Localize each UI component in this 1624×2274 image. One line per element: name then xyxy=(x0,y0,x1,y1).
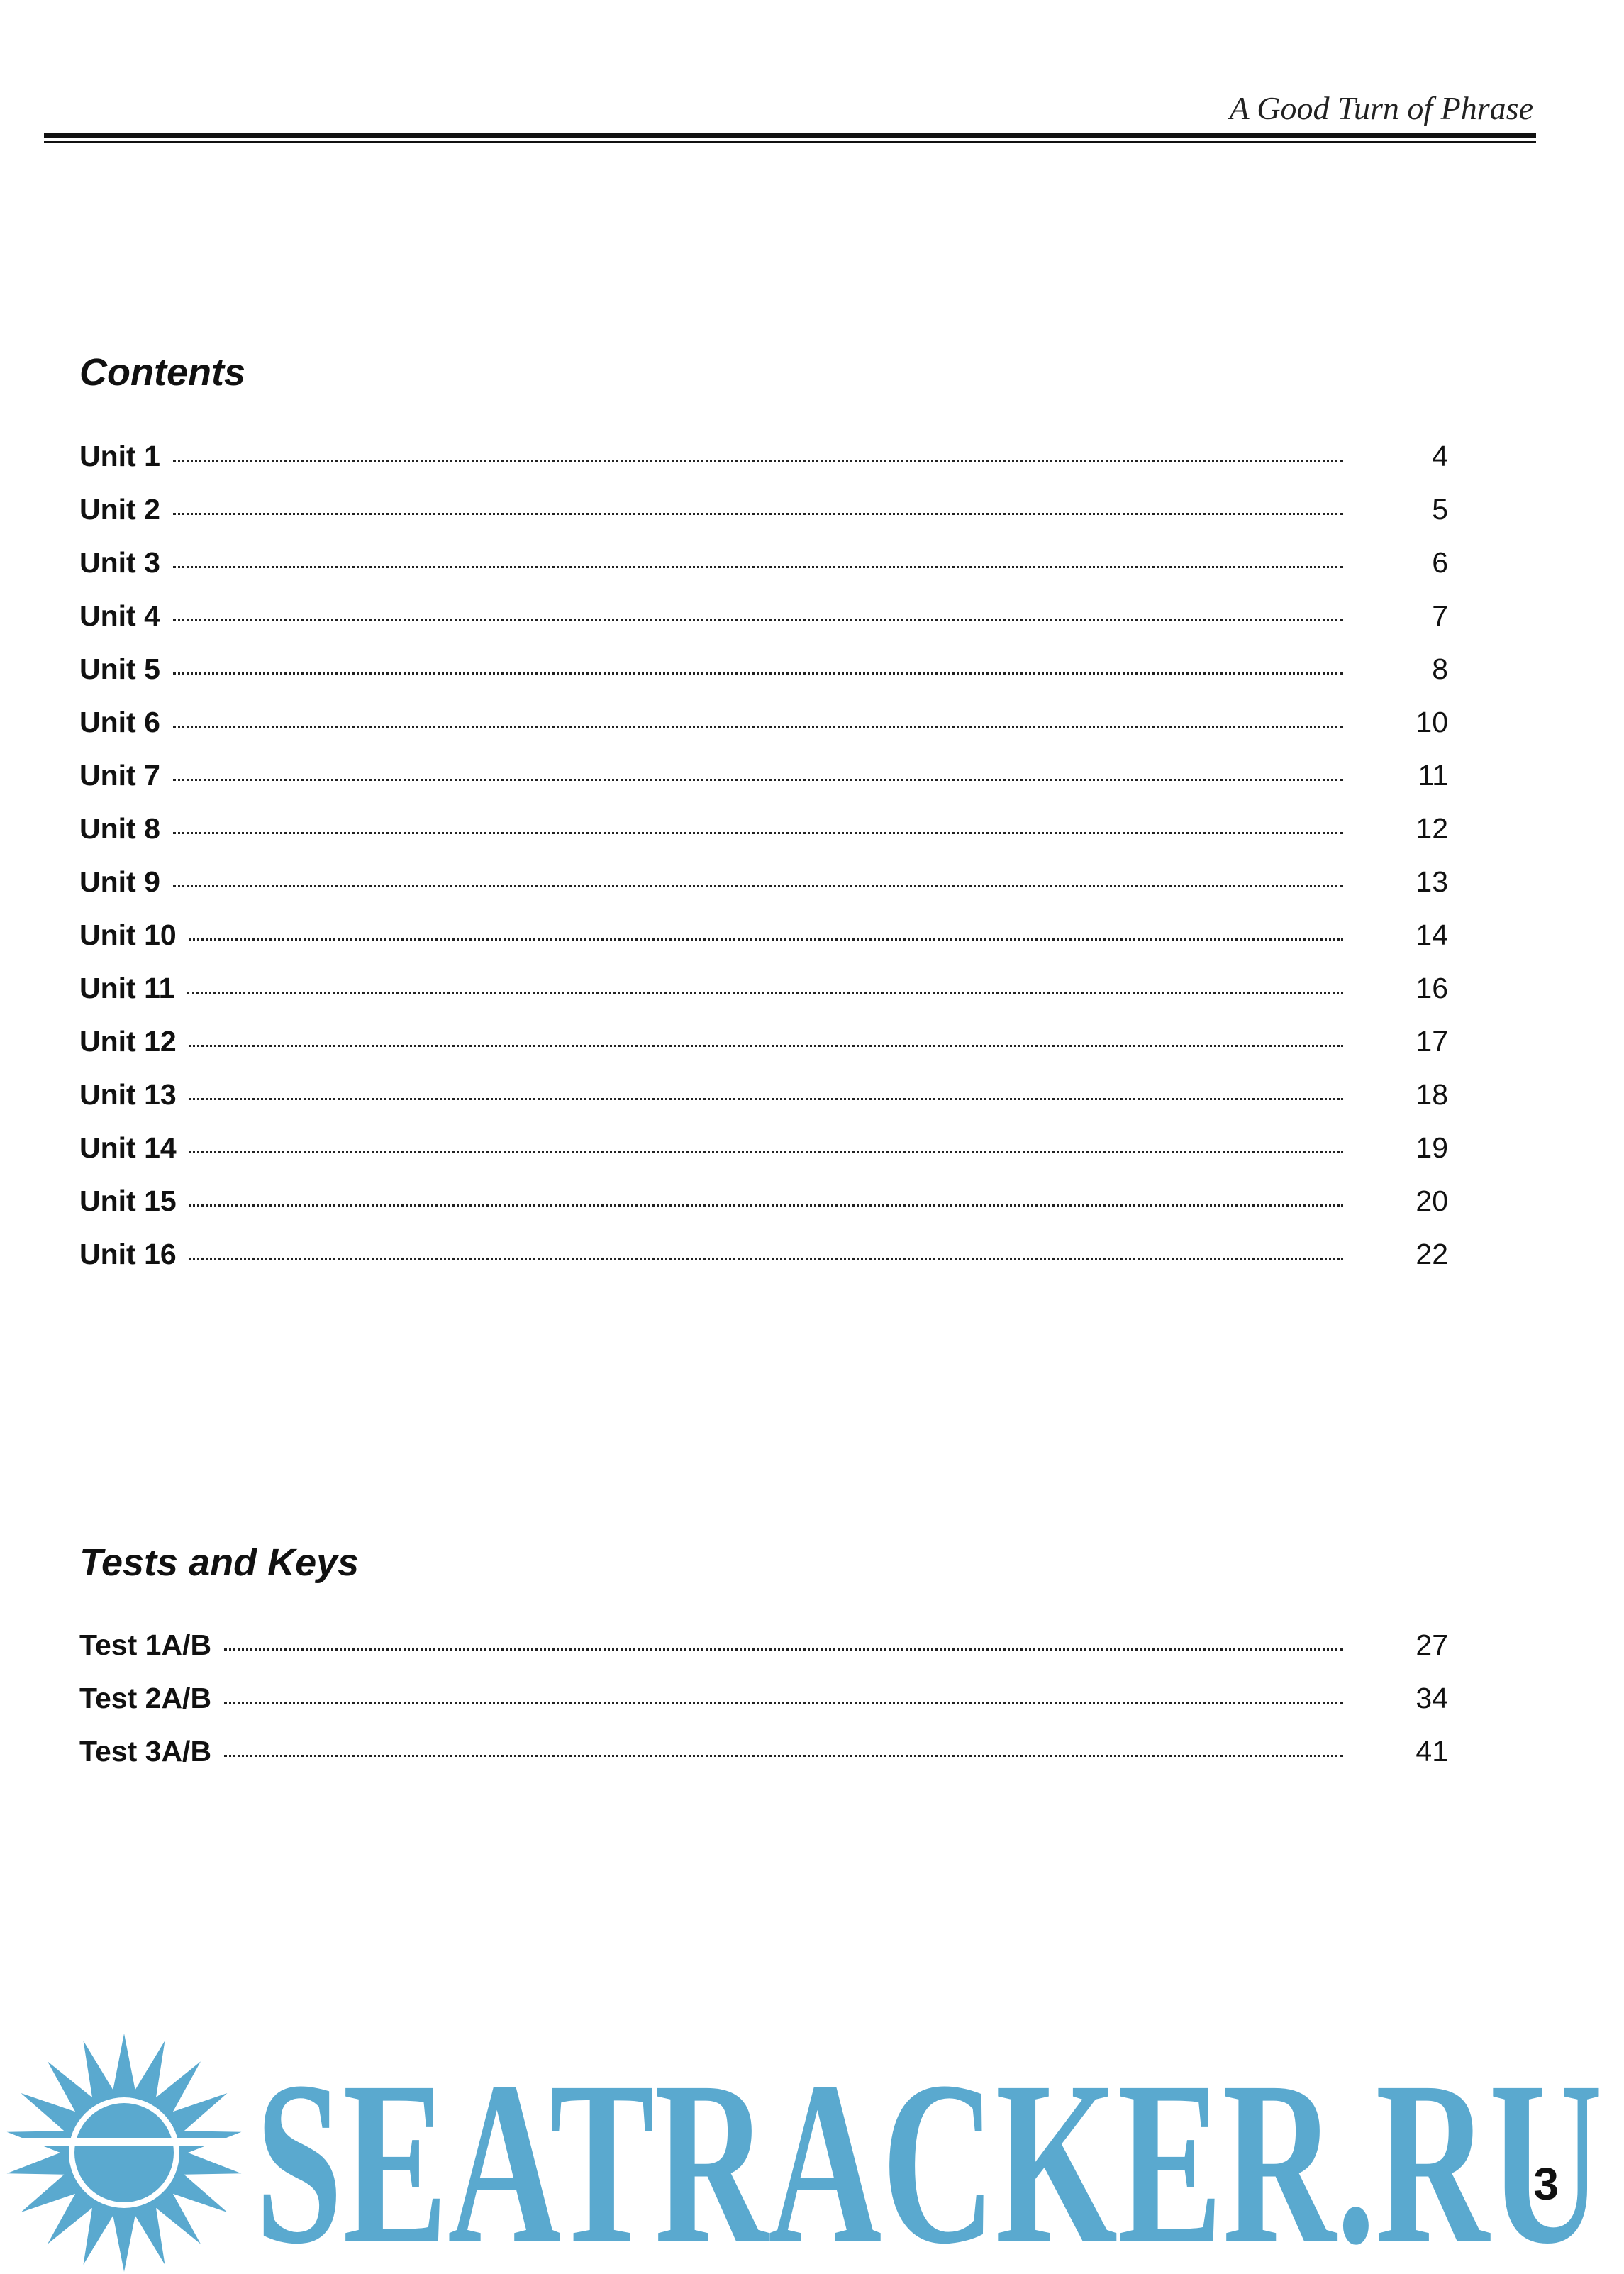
toc-entry-label: Unit 2 xyxy=(79,493,160,526)
toc-entry xyxy=(79,493,1448,546)
toc-entry-label: Test 3A/B xyxy=(79,1735,212,1768)
toc-entry xyxy=(79,599,1448,653)
dot-leader xyxy=(173,460,1343,462)
toc-entry-label: Unit 6 xyxy=(79,706,160,738)
toc-entry xyxy=(79,1078,1448,1131)
dot-leader xyxy=(189,1204,1343,1207)
toc-entry-page: 17 xyxy=(1416,1025,1448,1058)
toc-entry-page: 6 xyxy=(1432,546,1448,579)
toc-entry xyxy=(79,812,1448,865)
toc-entry xyxy=(79,865,1448,919)
toc-entry-label: Test 1A/B xyxy=(79,1629,212,1661)
toc-entry-label: Unit 13 xyxy=(79,1078,177,1111)
dot-leader xyxy=(173,672,1343,675)
toc-entry xyxy=(79,1682,1448,1735)
dot-leader xyxy=(189,938,1343,941)
toc-entry-page: 4 xyxy=(1432,440,1448,472)
toc-entry-label: Unit 12 xyxy=(79,1025,177,1058)
dot-leader xyxy=(187,992,1343,994)
toc-entry-label: Unit 10 xyxy=(79,919,177,951)
toc-entry xyxy=(79,1025,1448,1078)
toc-entry-label: Unit 9 xyxy=(79,865,160,898)
toc-entry xyxy=(79,546,1448,599)
toc-entry-label: Unit 4 xyxy=(79,599,160,632)
dot-leader xyxy=(189,1151,1343,1153)
toc-entry xyxy=(79,1238,1448,1291)
toc-entry-label: Unit 16 xyxy=(79,1238,177,1270)
dot-leader xyxy=(224,1755,1343,1757)
toc-entry-page: 20 xyxy=(1416,1185,1448,1217)
contents-list xyxy=(79,440,1448,1291)
toc-entry-page: 22 xyxy=(1416,1238,1448,1270)
dot-leader xyxy=(173,779,1343,781)
dot-leader xyxy=(189,1045,1343,1047)
toc-entry-page: 41 xyxy=(1416,1735,1448,1768)
watermark-text: SEATRACKER.RU xyxy=(255,2034,1603,2274)
toc-entry-page: 11 xyxy=(1418,759,1448,792)
toc-entry-page: 14 xyxy=(1416,919,1448,951)
page-number: 3 xyxy=(1533,2158,1559,2209)
toc-entry-label: Unit 7 xyxy=(79,759,160,792)
toc-entry xyxy=(79,440,1448,493)
toc-entry-page: 8 xyxy=(1432,653,1448,685)
toc-entry xyxy=(79,972,1448,1025)
toc-entry-label: Unit 15 xyxy=(79,1185,177,1217)
dot-leader xyxy=(224,1702,1343,1704)
sun-icon xyxy=(7,2034,242,2272)
dot-leader xyxy=(173,513,1343,515)
header-rule-thick xyxy=(44,133,1536,138)
toc-entry xyxy=(79,919,1448,972)
toc-entry-label: Unit 5 xyxy=(79,653,160,685)
toc-entry xyxy=(79,706,1448,759)
toc-entry-page: 18 xyxy=(1416,1078,1448,1111)
toc-entry-page: 10 xyxy=(1416,706,1448,738)
toc-entry xyxy=(79,1735,1448,1788)
toc-entry-page: 7 xyxy=(1432,599,1448,632)
tests-list xyxy=(79,1629,1448,1788)
sun-core xyxy=(74,2103,174,2202)
toc-entry-page: 34 xyxy=(1416,1682,1448,1714)
dot-leader xyxy=(189,1258,1343,1260)
tests-heading: Tests and Keys xyxy=(79,1541,360,1584)
toc-entry-page: 5 xyxy=(1432,493,1448,526)
watermark-logo xyxy=(0,2029,1624,2274)
toc-entry-label: Unit 11 xyxy=(79,972,175,1004)
toc-entry-page: 16 xyxy=(1416,972,1448,1004)
toc-entry xyxy=(79,653,1448,706)
toc-entry-label: Unit 1 xyxy=(79,440,160,472)
dot-leader xyxy=(224,1648,1343,1651)
dot-leader xyxy=(173,566,1343,568)
book-title: A Good Turn of Phrase xyxy=(1229,90,1533,126)
toc-entry xyxy=(79,1131,1448,1185)
dot-leader xyxy=(173,726,1343,728)
toc-entry-page: 19 xyxy=(1416,1131,1448,1164)
dot-leader xyxy=(173,885,1343,887)
header-rule-thin xyxy=(44,141,1536,143)
toc-entry-label: Test 2A/B xyxy=(79,1682,212,1714)
toc-entry xyxy=(79,759,1448,812)
toc-entry xyxy=(79,1629,1448,1682)
dot-leader xyxy=(189,1098,1343,1100)
dot-leader xyxy=(173,832,1343,834)
dot-leader xyxy=(173,619,1343,621)
toc-entry-page: 13 xyxy=(1416,865,1448,898)
toc-entry-label: Unit 3 xyxy=(79,546,160,579)
toc-entry-label: Unit 8 xyxy=(79,812,160,845)
toc-entry-page: 27 xyxy=(1416,1629,1448,1661)
toc-entry xyxy=(79,1185,1448,1238)
contents-heading: Contents xyxy=(79,351,245,394)
sun-horizon-line xyxy=(21,2138,234,2146)
toc-entry-page: 12 xyxy=(1416,812,1448,845)
toc-entry-label: Unit 14 xyxy=(79,1131,177,1164)
